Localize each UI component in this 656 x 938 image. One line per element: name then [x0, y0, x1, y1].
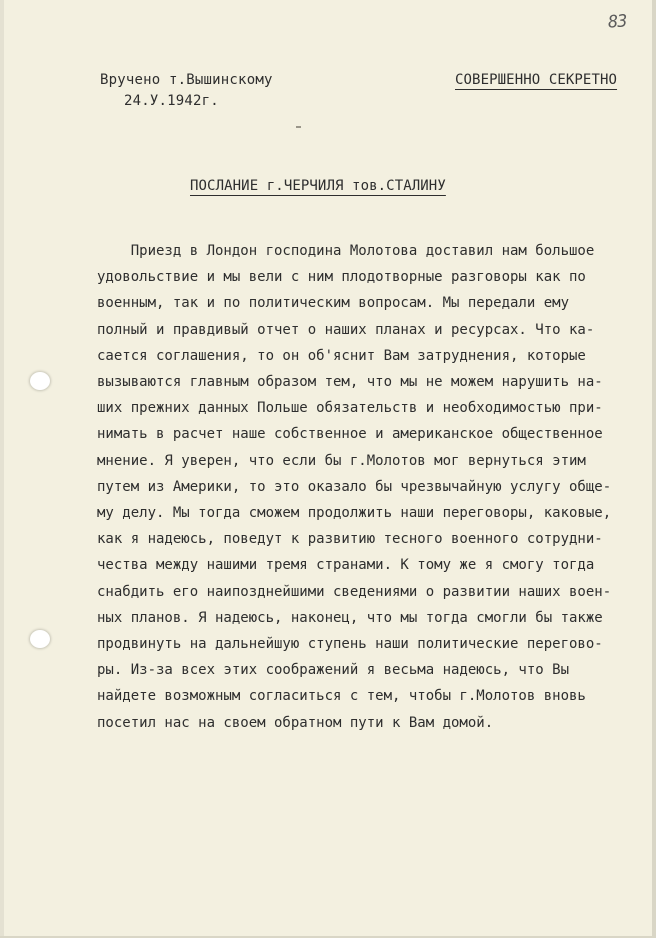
classification-stamp: СОВЕРШЕННО СЕКРЕТНО — [455, 72, 618, 88]
page-number: 83 — [607, 11, 628, 33]
body-line: как я надеюсь, поведут к развитию тесного военного сотрудни- — [97, 531, 603, 548]
body-line: сается соглашения, то он об'яснит Вам затруднения, которые — [97, 347, 586, 364]
body-line: вызываются главным образом тем, что мы не можем нарушить на- — [97, 374, 603, 390]
document-title: ПОСЛАНИЕ г.ЧЕРЧИЛЯ тов.СТАЛИНУ — [190, 178, 446, 194]
body-line: найдете возможным согласиться с тем, чтобы г.Молотов вновь — [97, 688, 586, 705]
body-line: продвинуть на дальнейшую ступень наши политические перегово- — [97, 636, 603, 652]
body-line: мнение. Я уверен, что если бы г.Молотов мог вернуться этим — [97, 452, 586, 469]
body-line: Приезд в Лондон господина Молотова доставил нам большое — [97, 243, 595, 259]
punch-hole — [30, 630, 50, 648]
body-line: посетил нас на своем обратном пути к Вам домой. — [97, 714, 494, 731]
body-line: чества между нашими тремя странами. К тому же я смогу тогда — [97, 557, 595, 574]
ink-mark — [296, 126, 301, 128]
body-line: удовольствие и мы вели с ним плодотворные разговоры как по — [97, 269, 586, 286]
body-line: путем из Америки, то это оказало бы чрезвычайную услугу обще- — [97, 478, 612, 495]
body-line: полный и правдивый отчет о наших планах и ресурсах. Что ка- — [97, 321, 595, 338]
body-line: ры. Из-за всех этих соображений я весьма надеюсь, что Вы — [97, 662, 570, 679]
body-line: нимать в расчет наше собственное и американское общественное — [97, 426, 603, 443]
delivered-date: 24.У.1942г. — [124, 93, 219, 109]
body-line: снабдить его наипозднейшими сведениями о развитии наших воен- — [97, 583, 612, 600]
body-line: ших прежних данных Польше обязательств и необходимостью при- — [97, 400, 603, 417]
page-edge — [0, 0, 4, 936]
body-line: ных планов. Я надеюсь, наконец, что мы тогда смогли бы также — [97, 609, 603, 626]
body-line: военным, так и по политическим вопросам. Мы передали ему — [97, 295, 570, 312]
punch-hole — [30, 372, 50, 390]
body-line: му делу. Мы тогда сможем продолжить наши переговоры, каковые, — [97, 505, 612, 521]
delivered-to: Вручено т.Вышинскому — [100, 72, 273, 88]
